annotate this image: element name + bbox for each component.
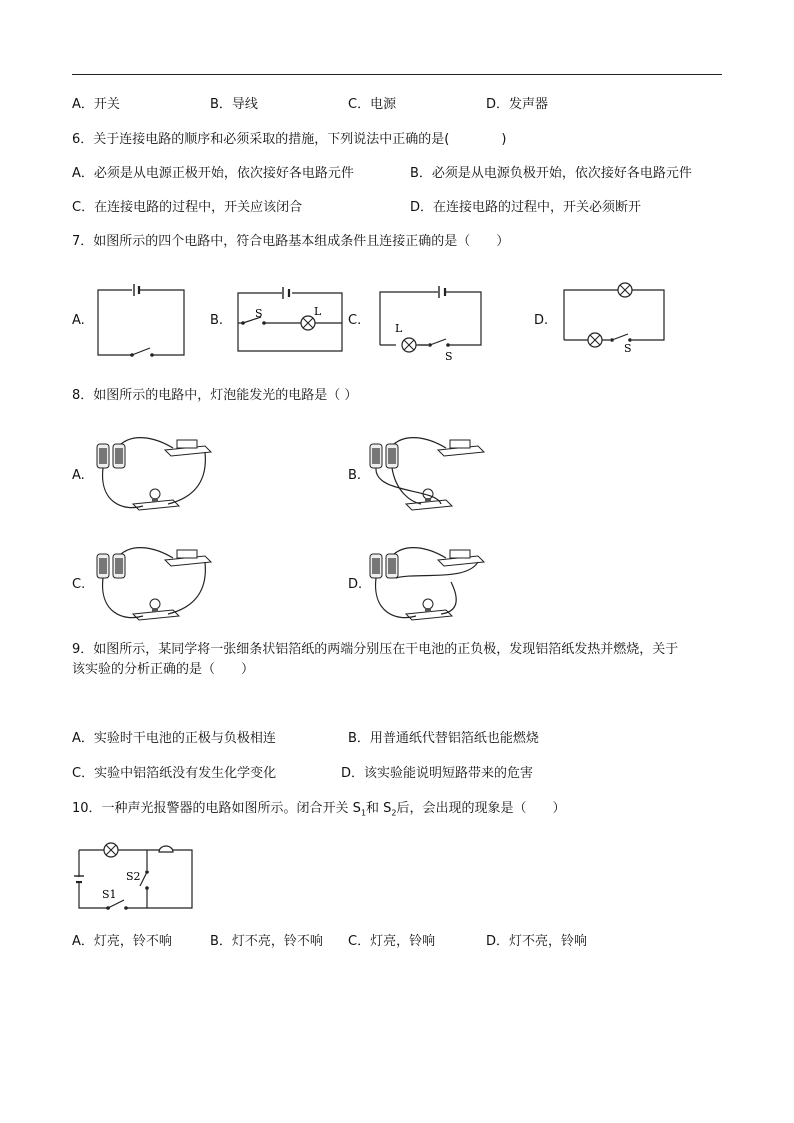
q10-stem bbox=[72, 801, 566, 822]
q10-s2-subscript: 2 bbox=[391, 808, 397, 818]
q6-stem: 6．关于连接电路的顺序和必须采取的措施，下列说法中正确的是( ) bbox=[72, 132, 507, 147]
q7b-lamp-label: L bbox=[314, 305, 322, 318]
q7c-switch-label: S bbox=[445, 350, 453, 363]
battery-pair-icon bbox=[370, 554, 398, 578]
q9-stem-line1: 9．如图所示，某同学将一张细条状铝箔纸的两端分别压在干电池的正负极，发现铝箔纸发热并燃烧，关于 bbox=[72, 642, 679, 657]
battery-pair-icon bbox=[370, 444, 398, 468]
q7-stem: 7．如图所示的四个电路中，符合电路基本组成条件且连接正确的是（ ） bbox=[72, 234, 510, 249]
q10-stem-suffix: 后，会出现的现象是（ ） bbox=[396, 801, 566, 816]
bell-icon bbox=[159, 846, 173, 852]
q8-option-b-label: B. bbox=[348, 468, 362, 483]
q8-option-d-label: D. bbox=[348, 577, 363, 592]
q8-figure-c bbox=[93, 542, 213, 632]
q6-option-b: B．必须是从电源负极开始，依次接好各电路元件 bbox=[410, 166, 692, 181]
header-rule bbox=[72, 74, 722, 75]
q7-circuit-a bbox=[96, 280, 186, 360]
q6-option-d: D．在连接电路的过程中，开关必须断开 bbox=[410, 200, 642, 215]
q9-option-d: D．该实验能说明短路带来的危害 bbox=[341, 766, 534, 781]
q10-option-d: D．灯不亮，铃响 bbox=[486, 934, 588, 949]
q8-stem: 8．如图所示的电路中，灯泡能发光的电路是（ ） bbox=[72, 388, 358, 403]
q7-option-c-label: C. bbox=[348, 313, 362, 328]
q7-option-d-label: D. bbox=[534, 313, 549, 328]
q9-option-c: C．实验中铝箔纸没有发生化学变化 bbox=[72, 766, 277, 781]
q10-option-a: A．灯亮，铃不响 bbox=[72, 934, 172, 949]
q7d-switch-label: S bbox=[624, 342, 632, 355]
q7-circuit-d bbox=[562, 280, 666, 360]
q10-stem-prefix: 10．一种声光报警器的电路如图所示。闭合开关 S bbox=[72, 801, 361, 816]
q5-option-b: B．导线 bbox=[210, 97, 258, 112]
q7c-lamp-label: L bbox=[395, 322, 403, 335]
lamp-board-icon bbox=[406, 489, 452, 510]
q7-option-b-label: B. bbox=[210, 313, 224, 328]
q10-stem-mid: 和 S bbox=[366, 801, 392, 816]
q7b-switch-label: S bbox=[255, 307, 263, 320]
q5-option-d: D．发声器 bbox=[486, 97, 549, 112]
q7-option-a-label: A. bbox=[72, 313, 85, 328]
q10-circuit bbox=[74, 840, 196, 914]
q10-s1-label: S1 bbox=[102, 888, 117, 901]
q8-figure-d bbox=[366, 542, 486, 632]
q10-option-c: C．灯亮，铃响 bbox=[348, 934, 436, 949]
q5-option-c: C．电源 bbox=[348, 97, 397, 112]
battery-pair-icon bbox=[97, 444, 125, 468]
q10-option-b: B．灯不亮，铃不响 bbox=[210, 934, 323, 949]
q10-s1-subscript: 1 bbox=[360, 808, 367, 818]
q7-circuit-b bbox=[236, 285, 344, 355]
q10-s2-label: S2 bbox=[126, 870, 141, 883]
q9-stem-line2: 该实验的分析正确的是（ ） bbox=[72, 662, 255, 677]
q7-circuit-c bbox=[378, 282, 484, 362]
q9-option-a: A．实验时干电池的正极与负极相连 bbox=[72, 731, 276, 746]
q8-figure-a bbox=[93, 432, 213, 522]
q9-option-b: B．用普通纸代替铝箔纸也能燃烧 bbox=[348, 731, 539, 746]
q6-option-c: C．在连接电路的过程中，开关应该闭合 bbox=[72, 200, 303, 215]
q6-option-a: A．必须是从电源正极开始，依次接好各电路元件 bbox=[72, 166, 354, 181]
q8-figure-b bbox=[366, 432, 486, 522]
q5-option-a: A．开关 bbox=[72, 97, 120, 112]
battery-pair-icon bbox=[97, 554, 125, 578]
q8-option-c-label: C. bbox=[72, 577, 86, 592]
q8-option-a-label: A. bbox=[72, 468, 85, 483]
